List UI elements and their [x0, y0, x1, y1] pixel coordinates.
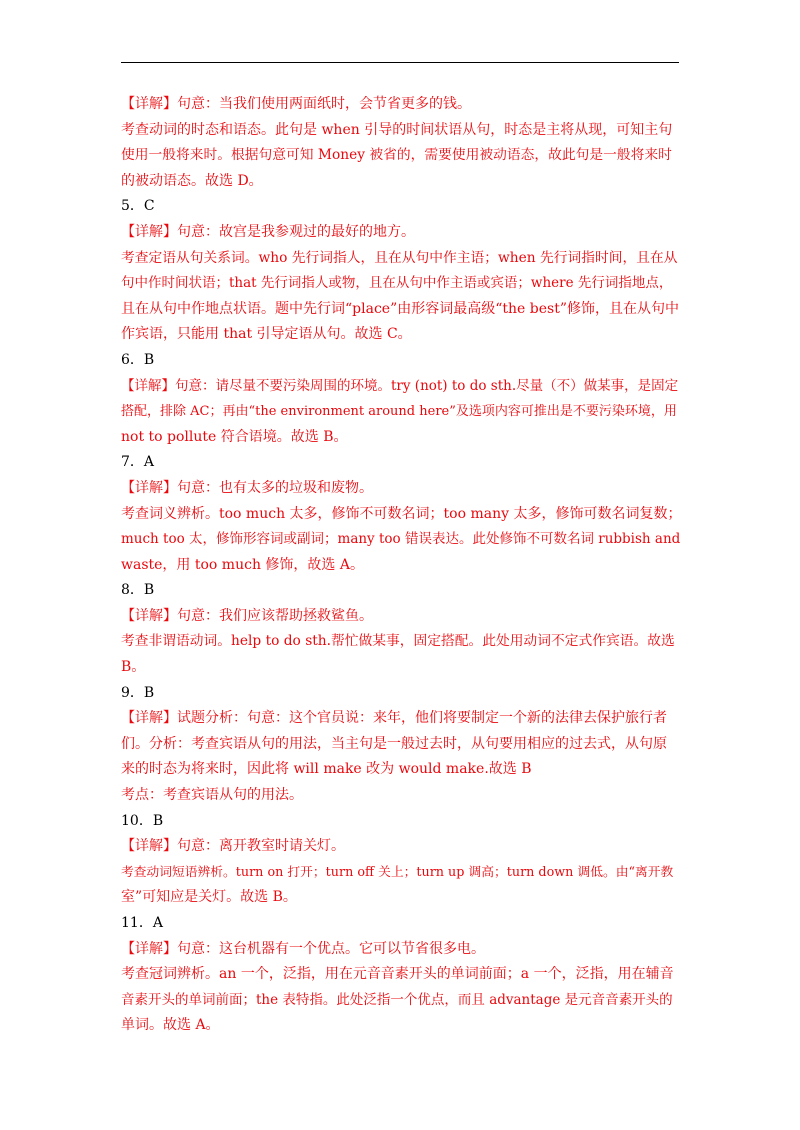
- explanation-line: 搭配，排除 AC；再由“the environment around here”及选项内容可推出是不要污染环境，用: [121, 404, 677, 420]
- explanation-line: 考查动词的时态和语态。此句是 when 引导的时间状语从句，时态是主将从现，可知主句: [121, 121, 673, 138]
- explanation-line: 的被动语态。故选 D。: [121, 172, 263, 189]
- explanation-line: 【详解】句意：这台机器有一个优点。它可以节省很多电。: [121, 940, 485, 957]
- explanation-line: 室”可知应是关灯。故选 B。: [121, 889, 297, 906]
- answer-number: 6．B: [121, 351, 155, 368]
- header-rule: [121, 62, 679, 63]
- answer-number: 9．B: [121, 684, 155, 701]
- explanation-line: 【详解】句意：请尽量不要污染周围的环境。try (not) to do sth.尽量（不）做某事，是固定: [121, 377, 679, 394]
- explanation-line: 单词。故选 A。: [121, 1017, 220, 1034]
- explanation-line: 考查冠词辨析。an 一个，泛指，用在元音音素开头的单词前面；a 一个，泛指，用在辅音: [121, 966, 674, 983]
- explanation-line: 使用一般将来时。根据句意可知 Money 被省的，需要使用被动语态，故此句是一般将来时: [121, 147, 672, 164]
- answer-number: 8．B: [121, 582, 155, 599]
- explanation-line: 【详解】句意：当我们使用两面纸时，会节省更多的钱。: [121, 96, 471, 112]
- explanation-line: 句中作时间状语；that 先行词指人或物，且在从句中作主语或宾语；where 先行词指地点，: [121, 275, 673, 292]
- explanation-line: B。: [121, 659, 146, 676]
- answer-number: 10．B: [121, 812, 164, 829]
- explanation-line: 考查定语从句关系词。who 先行词指人，且在从句中作主语；when 先行词指时间，且在从: [121, 249, 678, 266]
- explanation-line: 【详解】句意：离开教室时请关灯。: [121, 838, 345, 855]
- explanation-line: 【详解】句意：也有太多的垃圾和废物。: [121, 479, 373, 496]
- explanation-line: 考点：考查宾语从句的用法。: [121, 787, 303, 804]
- answer-number: 5．C: [121, 198, 155, 215]
- explanation-line: much too 太，修饰形容词或副词；many too 错误表达。此处修饰不可数名词 rubbish and: [121, 531, 681, 548]
- answer-number: 7．A: [121, 454, 155, 471]
- explanation-line: 考查非谓语动词。help to do sth.帮忙做某事，固定搭配。此处用动词不定式作宾语。故选: [121, 633, 675, 650]
- explanation-line: waste，用 too much 修饰，故选 A。: [121, 556, 364, 573]
- explanation-line: 来的时态为将来时，因此将 will make 改为 would make.故选 B: [121, 761, 532, 778]
- explanation-line: 【详解】句意：我们应该帮助拯救鲨鱼。: [121, 607, 373, 624]
- answer-explanations: [121, 92, 681, 1039]
- explanation-line: 【详解】试题分析：句意：这个官员说：来年，他们将要制定一个新的法律去保护旅行者: [121, 710, 667, 727]
- explanation-line: 考查动词短语辨析。turn on 打开；turn off 关上；turn up 调高；turn down 调低。由“离开教: [121, 864, 674, 880]
- explanation-line: 考查词义辨析。too much 太多，修饰不可数名词；too many 太多，修饰可数名词复数；: [121, 505, 682, 522]
- explanation-line: 且在从句中作地点状语。题中先行词“place”由形容词最高级“the best”修饰，且在从句中: [121, 300, 679, 317]
- answer-number: 11．A: [121, 915, 163, 931]
- explanation-line: 音素开头的单词前面；the 表特指。此处泛指一个优点，而且 advantage 是元音音素开头的: [121, 991, 673, 1008]
- explanation-line: 作宾语，只能用 that 引导定语从句。故选 C。: [121, 326, 412, 343]
- explanation-line: 们。分析：考查宾语从句的用法，当主句是一般过去时，从句要用相应的过去式，从句原: [121, 735, 667, 752]
- explanation-line: not to pollute 符合语境。故选 B。: [121, 428, 348, 445]
- explanation-line: 【详解】句意：故宫是我参观过的最好的地方。: [121, 223, 415, 240]
